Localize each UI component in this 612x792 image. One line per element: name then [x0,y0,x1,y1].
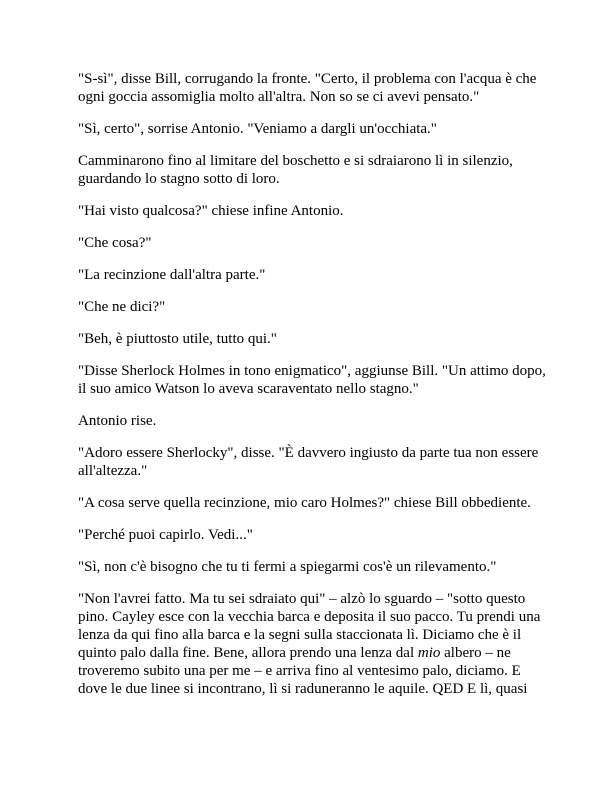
paragraph: "Che cosa?" [78,235,152,251]
paragraph: "Che ne dici?" [78,299,166,315]
paragraph: "S-sì", disse Bill, corrugando la fronte. "Certo, il problema con l'acqua è che ogni goccia assomiglia molto all'altra. Non so se ci avevi pensato." [78,71,537,105]
last-paragraph-italic-word: mio [417,645,441,661]
last-paragraph [78,590,552,698]
paragraph: "Beh, è piuttosto utile, tutto qui." [78,331,277,347]
paragraph: "Sì, certo", sorrise Antonio. "Veniamo a dargli un'occhiata." [78,121,437,137]
paragraph: "Hai visto qualcosa?" chiese infine Antonio. [78,203,344,219]
last-paragraph-text-before: "Non l'avrei fatto. Ma tu sei sdraiato qui" – alzò lo sguardo – "sotto questo pino. Cayley esce con la vecchia barca e deposita il suo pacco. Tu prendi una lenza da qui fino alla barca e la segni sulla staccionata lì. Diciamo che è il quinto palo dalla fine. Bene, allora prendo una lenza dal [78,591,541,661]
last-paragraph-text-after: albero – ne troveremo subito una per me – e arriva fino al ventesimo palo, diciamo. E dove le due linee si incontrano, lì si raduneranno le aquile. QED E lì, quasi [78,645,528,697]
paragraph: "La recinzione dall'altra parte." [78,267,266,283]
paragraph: "Sì, non c'è bisogno che tu ti fermi a spiegarmi cos'è un rilevamento." [78,559,497,575]
paragraph: "Adoro essere Sherlocky", disse. "È davvero ingiusto da parte tua non essere all'altezza." [78,445,539,479]
paragraph: "A cosa serve quella recinzione, mio caro Holmes?" chiese Bill obbediente. [78,495,531,511]
paragraph: Antonio rise. [78,413,157,429]
paragraph: "Perché puoi capirlo. Vedi..." [78,527,253,543]
paragraph: "Disse Sherlock Holmes in tono enigmatico", aggiunse Bill. "Un attimo dopo, il suo amico Watson lo aveva scaraventato nello stagno." [78,363,546,397]
paragraph: Camminarono fino al limitare del boschetto e si sdraiarono lì in silenzio, guardando lo stagno sotto di loro. [78,153,513,187]
